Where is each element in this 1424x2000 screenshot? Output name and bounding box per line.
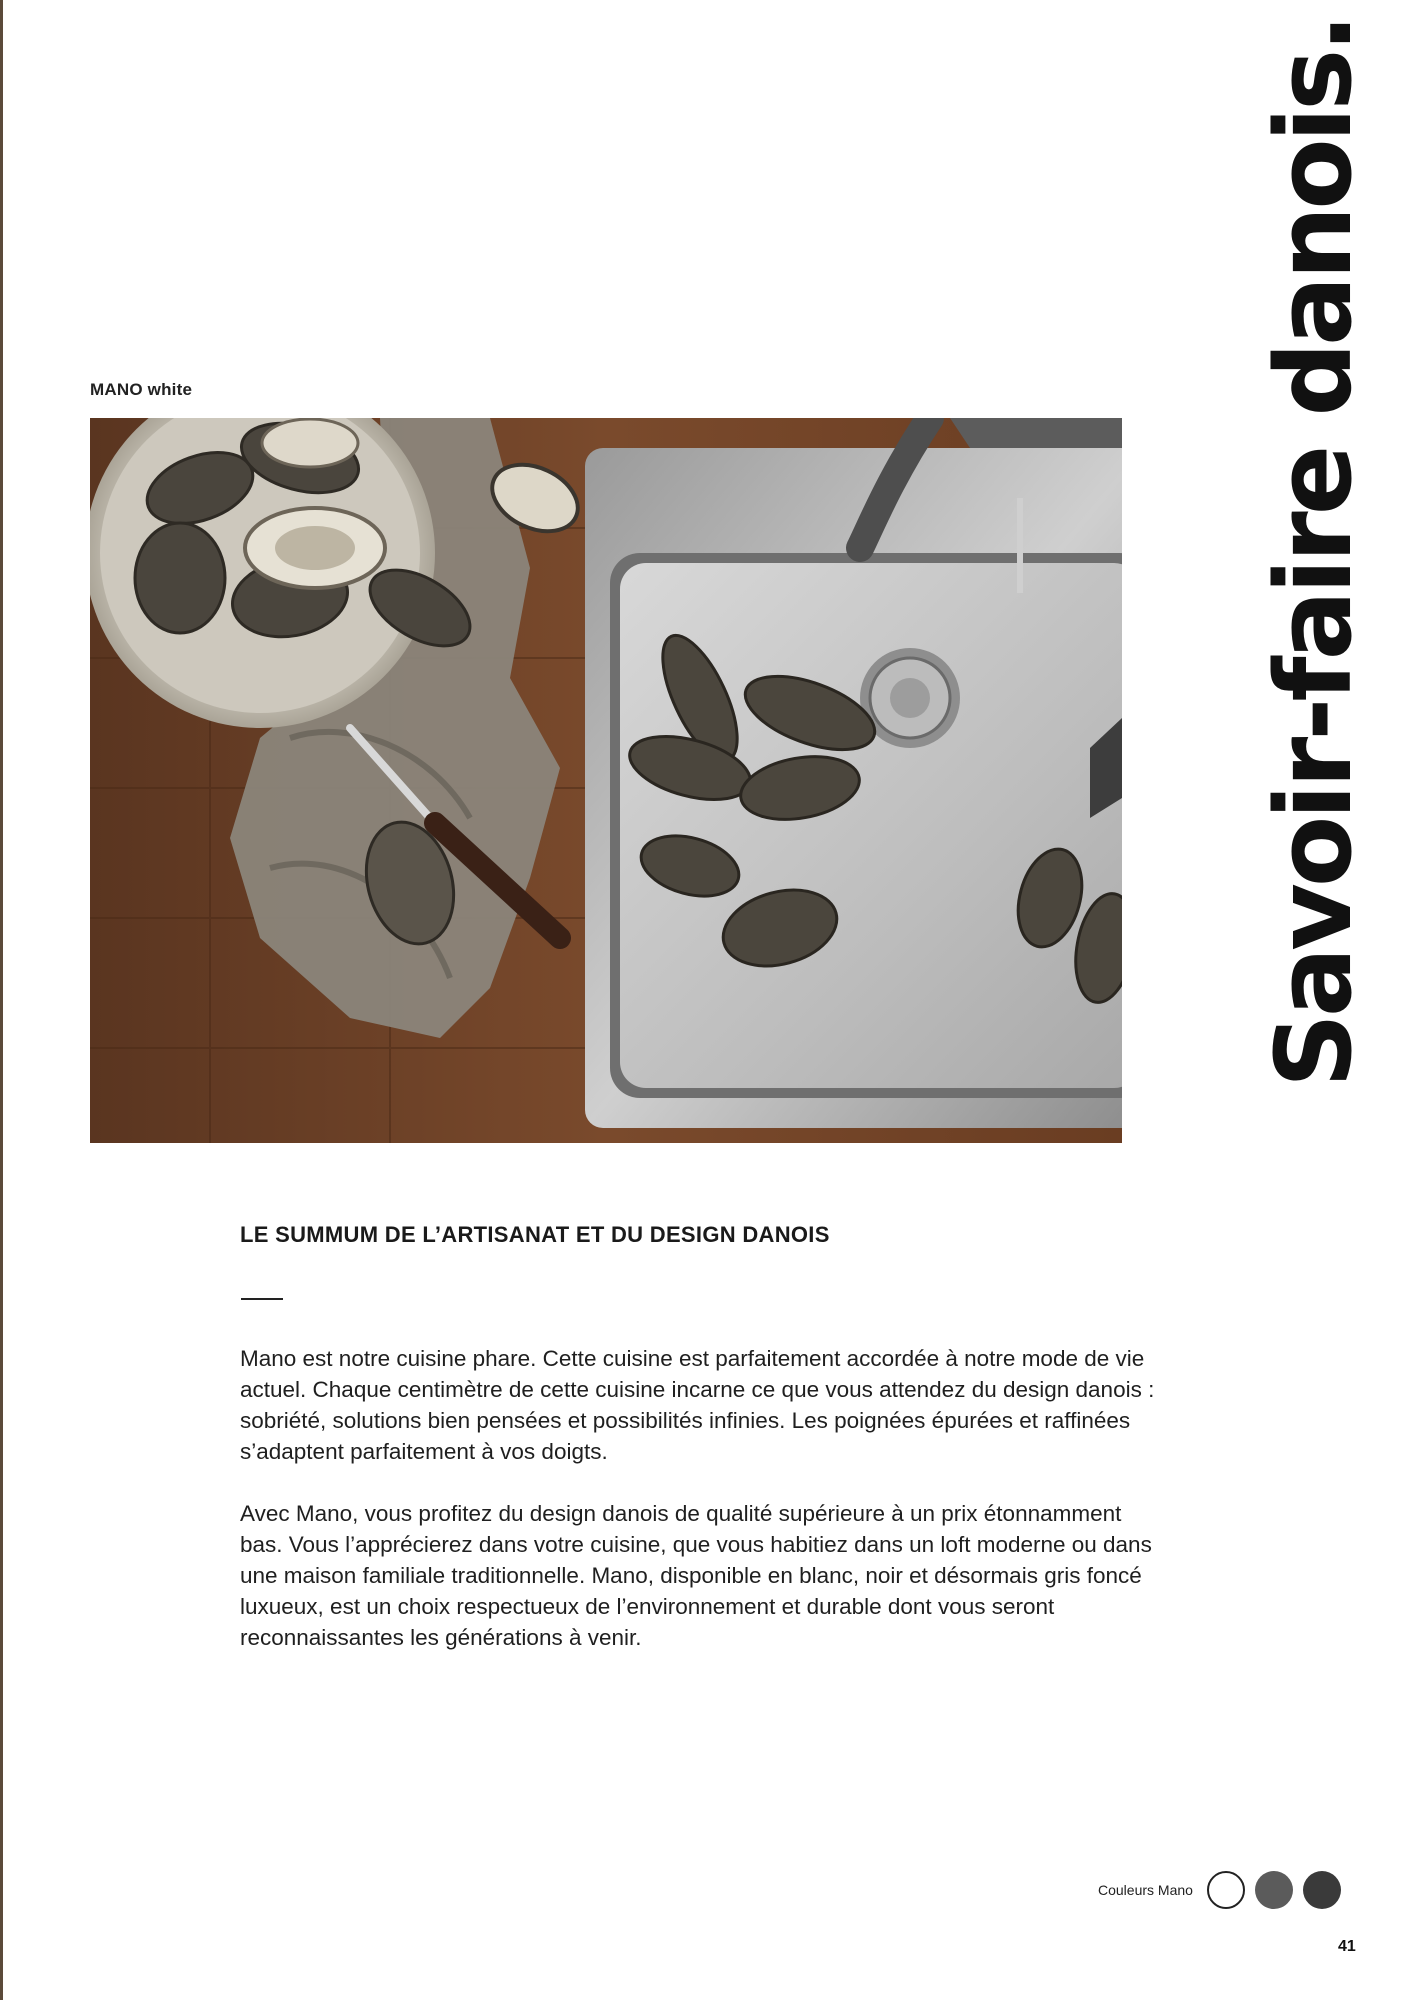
color-options [1098,1870,1341,1910]
oysters-sink-illustration [90,418,1122,1143]
color-swatch-dark-grey [1303,1871,1341,1909]
heading-rule [241,1298,283,1300]
section-heading: LE SUMMUM DE L’ARTISANAT ET DU DESIGN DANOIS [240,1222,830,1247]
color-swatch-grey [1255,1871,1293,1909]
body-paragraph-1: Mano est notre cuisine phare. Cette cuisine est parfaitement accordée à notre mode de vie actuel. Chaque centimètre de cette cuisine incarne ce que vous attendez du design danois : sobriété, solutions bien pensées et possibilités infinies. Les poignées épurées et raffinées s’adaptent parfaitement à vos doigts. [240,1346,1155,1464]
photo-caption: MANO white [90,380,193,399]
kitchen-photo [90,418,1122,1143]
page-number: 41 [1338,1938,1356,1955]
vertical-title: Savoir-faire danois. [1253,17,1375,1088]
page-edge [0,0,3,2000]
body-paragraph-2: Avec Mano, vous profitez du design danois de qualité supérieure à un prix étonnamment bas. Vous l’apprécierez dans votre cuisine, que vous habitiez dans un loft moderne ou dans une maison familiale traditionnelle. Mano, disponible en blanc, noir et désormais gris foncé luxueux, est un choix respectueux de l’environnement et durable dont vous seront reconnaissantes les générations à venir. [240,1501,1152,1650]
color-swatch-white [1207,1871,1245,1909]
colors-label: Couleurs Mano [1098,1882,1193,1898]
